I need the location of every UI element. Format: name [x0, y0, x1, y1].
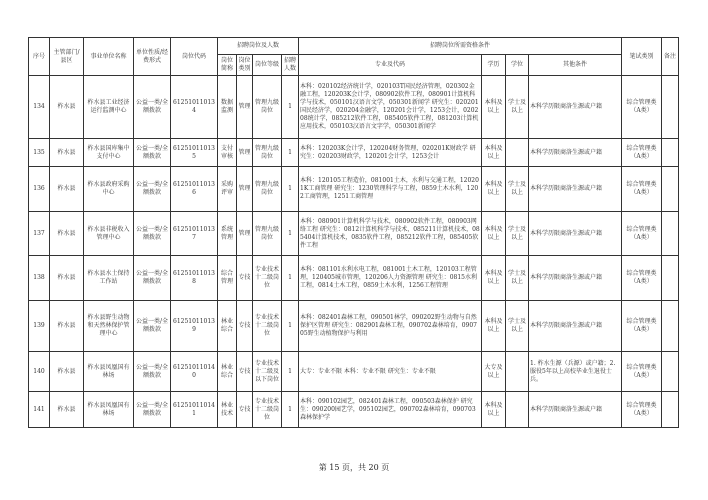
cell-note: [662, 301, 679, 352]
cell-code: 612510110141: [171, 392, 218, 428]
cell-degree: 学士及以上: [506, 212, 529, 256]
cell-major: 本科：120203K会计学，120204财务管理，020201K财政学 研究生：020203财政学，120201会计学，1253会计: [299, 139, 482, 167]
header-post-name: 岗位简称: [218, 55, 237, 76]
cell-post-type: 专技: [237, 392, 253, 428]
cell-count: 1: [282, 392, 299, 428]
cell-unit: 柞水县国库集中支付中心: [84, 139, 134, 167]
cell-post-level: 管理九级岗位: [253, 139, 282, 167]
cell-other: 本科学历限商洛生源或户籍: [529, 256, 622, 301]
cell-seq: 136: [29, 167, 50, 212]
cell-exam: 综合管理类（A类）: [622, 352, 662, 392]
cell-other: 本科学历限商洛生源或户籍: [529, 212, 622, 256]
header-exam: 笔试类别: [622, 38, 662, 76]
cell-post-name: 林业技术: [218, 392, 237, 428]
cell-post-type: 管理: [237, 76, 253, 139]
cell-unit: 柞水县凤凰国有林场: [84, 352, 134, 392]
cell-dept: 柞水县: [50, 167, 84, 212]
cell-code: 612510110140: [171, 352, 218, 392]
cell-other: 本科学历限商洛生源或户籍: [529, 76, 622, 139]
cell-note: [662, 212, 679, 256]
cell-post-level: 管理九级岗位: [253, 212, 282, 256]
cell-major: 本科：081101水利水电工程，081001土木工程，120103工程管理，120405城市管理，120206人力资源管理 研究生：0815水利工程，0814土木工程，0859土木水利，1256工程管理: [299, 256, 482, 301]
cell-note: [662, 139, 679, 167]
cell-post-name: 数据监测: [218, 76, 237, 139]
cell-edu: 本科及以上: [482, 139, 506, 167]
header-edu: 学历: [482, 55, 506, 76]
cell-unit: 柞水县工业经济运行监测中心: [84, 76, 134, 139]
cell-edu: 本科及以上: [482, 392, 506, 428]
header-code: 岗位代码: [171, 38, 218, 76]
cell-edu: 本科及以上: [482, 301, 506, 352]
table-row: [29, 167, 679, 212]
cell-dept: 柞水县: [50, 352, 84, 392]
cell-post-name: 采购评审: [218, 167, 237, 212]
cell-post-name: 支付审核: [218, 139, 237, 167]
cell-post-type: 管理: [237, 212, 253, 256]
cell-count: 1: [282, 167, 299, 212]
cell-seq: 140: [29, 352, 50, 392]
cell-unit: 柞水县非税收入管理中心: [84, 212, 134, 256]
cell-dept: 柞水县: [50, 392, 84, 428]
cell-code: 612510110138: [171, 256, 218, 301]
cell-note: [662, 167, 679, 212]
cell-unit: 柞水县凤凰国有林场: [84, 392, 134, 428]
cell-code: 612510110137: [171, 212, 218, 256]
cell-post-name: 林业综合: [218, 301, 237, 352]
cell-post-level: 专业技术十二级岗位: [253, 392, 282, 428]
header-nature: 单位性质/经费形式: [134, 38, 171, 76]
cell-code: 612510110134: [171, 76, 218, 139]
table-row: [29, 301, 679, 352]
cell-nature: 公益一类/全额拨款: [134, 139, 171, 167]
header-degree: 学位: [506, 55, 529, 76]
cell-count: 1: [282, 139, 299, 167]
cell-count: 1: [282, 352, 299, 392]
header-dept: 主管部门/县区: [50, 38, 84, 76]
cell-nature: 公益一类/全额拨款: [134, 76, 171, 139]
recruitment-table: [28, 37, 679, 428]
cell-edu: 大专及以上: [482, 352, 506, 392]
cell-post-level: 专业技术十二级岗位: [253, 301, 282, 352]
cell-major: 本科：090102园艺，082401森林工程，090503森林保护 研究生：090200园艺学，095102园艺，090702森林培育，090703森林保护学: [299, 392, 482, 428]
cell-nature: 公益一类/全额拨款: [134, 301, 171, 352]
table-row: [29, 76, 679, 139]
cell-seq: 138: [29, 256, 50, 301]
cell-other: 本科学历限商洛生源或户籍: [529, 139, 622, 167]
cell-note: [662, 76, 679, 139]
cell-post-type: 管理: [237, 167, 253, 212]
table-row: [29, 392, 679, 428]
cell-unit: 柞水县水土保持工作站: [84, 256, 134, 301]
cell-exam: 综合管理类（A类）: [622, 76, 662, 139]
cell-unit: 柞水县野生动物和天然林保护管理中心: [84, 301, 134, 352]
header-unit: 事业单位名称: [84, 38, 134, 76]
cell-exam: 综合管理类（A类）: [622, 167, 662, 212]
cell-code: 612510110135: [171, 139, 218, 167]
page-number: 第 15 页，共 20 页: [318, 463, 390, 472]
cell-degree: [506, 392, 529, 428]
cell-major: 本科：120105工程造价，081001土木，水利与交通工程，120201K工商管理 研究生：1230管理科学与工程，0859土木水利，1202工商管理，1251工商管理: [299, 167, 482, 212]
header-count: 招聘人数: [282, 55, 299, 76]
cell-post-type: 管理: [237, 139, 253, 167]
cell-post-type: 专技: [237, 256, 253, 301]
table-row: [29, 212, 679, 256]
cell-dept: 柞水县: [50, 256, 84, 301]
cell-post-level: 专业技术十二级及以下岗位: [253, 352, 282, 392]
cell-note: [662, 256, 679, 301]
cell-seq: 137: [29, 212, 50, 256]
cell-degree: 学士及以上: [506, 301, 529, 352]
cell-dept: 柞水县: [50, 139, 84, 167]
cell-count: 1: [282, 212, 299, 256]
cell-post-type: 专技: [237, 301, 253, 352]
cell-count: 1: [282, 76, 299, 139]
cell-dept: 柞水县: [50, 301, 84, 352]
header-post-level: 岗位等级: [253, 55, 282, 76]
cell-exam: 综合管理类（A类）: [622, 256, 662, 301]
cell-nature: 公益一类/全额拨款: [134, 256, 171, 301]
header-seq: 序号: [29, 38, 50, 76]
cell-other: 本科学历限商洛生源或户籍: [529, 392, 622, 428]
cell-exam: 综合管理类（A类）: [622, 301, 662, 352]
cell-seq: 134: [29, 76, 50, 139]
cell-edu: 本科及以上: [482, 167, 506, 212]
cell-major: 大专：专业不限 本科：专业不限 研究生：专业不限: [299, 352, 482, 392]
table-row: [29, 256, 679, 301]
cell-exam: 综合管理类（A类）: [622, 139, 662, 167]
header-other: 其他条件: [529, 55, 622, 76]
header-major: 专业及代码: [299, 55, 482, 76]
cell-edu: 本科及以上: [482, 256, 506, 301]
cell-code: 612510110139: [171, 301, 218, 352]
cell-post-type: 专技: [237, 352, 253, 392]
cell-degree: 学士及以上: [506, 256, 529, 301]
cell-other: 本科学历限商洛生源或户籍: [529, 167, 622, 212]
cell-nature: 公益一类/全额拨款: [134, 392, 171, 428]
cell-post-name: 林业综合: [218, 352, 237, 392]
cell-exam: 综合管理类（A类）: [622, 392, 662, 428]
cell-post-level: 专业技术十二级岗位: [253, 256, 282, 301]
cell-dept: 柞水县: [50, 212, 84, 256]
cell-nature: 公益一类/全额拨款: [134, 212, 171, 256]
header-group-post: 招聘岗位及人数: [218, 38, 299, 55]
cell-post-level: 管理九级岗位: [253, 167, 282, 212]
header-post-type: 岗位类别: [237, 55, 253, 76]
cell-major: 本科：080901计算机科学与技术，080902软件工程，080903网络工程 研究生：0812计算机科学与技术，085211计算机技术，085404计算机技术，0835软件工程，085212软件工程，085405软件工程: [299, 212, 482, 256]
cell-unit: 柞水县政府采购中心: [84, 167, 134, 212]
cell-note: [662, 392, 679, 428]
cell-major: 本科：082401森林工程，090501林学，090202野生动物与自然保护区管理 研究生：082901森林工程，090702森林培育，090705野生动植物保护与利用: [299, 301, 482, 352]
header-group-req: 招聘岗位所需资格条件: [299, 38, 622, 55]
cell-major: 本科：020102经济统计学，020103T国民经济管理，020302金融工程，120203K会计学，080902软件工程，080901计算机科学与技术，050101汉语言文学，050301新闻学 研究生：020201国民经济学，020204金融学，120201会计学，1253会计，020208统计学，085212软件工程，085405软件工程，081203计算机应用技术，050103汉语言文字学，050301新闻学: [299, 76, 482, 139]
cell-nature: 公益一类/全额拨款: [134, 352, 171, 392]
cell-other: 本科学历限商洛生源或户籍: [529, 301, 622, 352]
cell-degree: 学士及以上: [506, 167, 529, 212]
cell-dept: 柞水县: [50, 76, 84, 139]
cell-seq: 141: [29, 392, 50, 428]
cell-count: 1: [282, 301, 299, 352]
cell-post-name: 综合管理: [218, 256, 237, 301]
table-row: [29, 352, 679, 392]
cell-edu: 本科及以上: [482, 212, 506, 256]
cell-exam: 综合管理类（A类）: [622, 212, 662, 256]
header-note: 备注: [662, 38, 679, 76]
cell-seq: 135: [29, 139, 50, 167]
cell-post-name: 系统管理: [218, 212, 237, 256]
cell-other: 1. 柞水生源（兵源）或户籍；2. 服役5年以上高校毕业生退役士兵。: [529, 352, 622, 392]
table-row: [29, 139, 679, 167]
cell-nature: 公益一类/全额拨款: [134, 167, 171, 212]
cell-count: 1: [282, 256, 299, 301]
cell-seq: 139: [29, 301, 50, 352]
cell-degree: 学士及以上: [506, 76, 529, 139]
cell-degree: [506, 352, 529, 392]
cell-degree: [506, 139, 529, 167]
cell-edu: 本科及以上: [482, 76, 506, 139]
cell-code: 612510110136: [171, 167, 218, 212]
cell-note: [662, 352, 679, 392]
cell-post-level: 管理九级岗位: [253, 76, 282, 139]
